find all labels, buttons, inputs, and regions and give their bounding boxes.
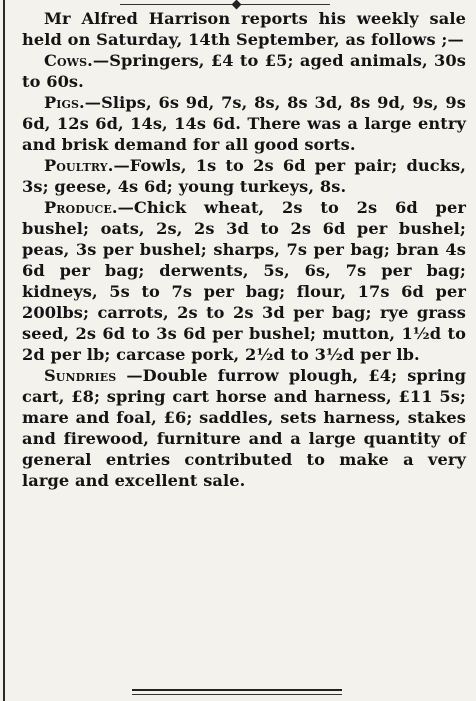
- section-produce: [22, 197, 466, 365]
- section-heading-pigs: Pigs.: [44, 93, 85, 112]
- section-heading-sundries: Sundries: [44, 366, 117, 385]
- sale-report-article: [22, 8, 466, 491]
- section-heading-cows: Cows.: [44, 51, 93, 70]
- section-pigs: [22, 92, 466, 155]
- section-cows: [22, 50, 466, 92]
- section-text-poultry: —Fowls, 1s to 2s 6d per pair; ducks, 3s; geese, 4s 6d; young turkeys, 8s.: [22, 156, 466, 196]
- column-left-rule: [3, 0, 5, 701]
- section-sundries: [22, 365, 466, 491]
- section-heading-poultry: Poultry.: [44, 156, 114, 175]
- section-text-produce: —Chick wheat, 2s to 2s 6d per bushel; oats, 2s, 2s 3d to 2s 6d per bushel; peas, 3s per bushel; sharps, 7s per bag; bran 4s 6d per bag; derwents, 5s, 6s, 7s per bag; kidneys, 5s to 7s per bag; flour, 17s 6d per 200lbs; carrots, 2s to 2s 3d per bag; rye grass seed, 2s 6d to 3s 6d per bushel; mutton, 1½d to 2d per lb; carcase pork, 2½d to 3½d per lb.: [22, 198, 466, 364]
- section-text-sundries: —Double furrow plough, £4; spring cart, £8; spring cart horse and harness, £11 5s; mare and foal, £6; saddles, sets harness, stakes and firewood, furniture and a large quantity of general entries contributed to make a very large and excellent sale.: [22, 366, 466, 490]
- section-poultry: [22, 155, 466, 197]
- section-text-pigs: —Slips, 6s 9d, 7s, 8s, 8s 3d, 8s 9d, 9s, 9s 6d, 12s 6d, 14s, 14s 6d. There was a large entry and brisk demand for all good sorts.: [22, 93, 466, 154]
- bottom-rule-thin: [132, 694, 342, 695]
- intro-paragraph: Mr Alfred Harrison reports his weekly sale held on Saturday, 14th September, as follows ;—: [22, 9, 466, 49]
- section-text-cows: —Springers, £4 to £5; aged animals, 30s to 60s.: [22, 51, 466, 91]
- bottom-rule: [132, 689, 342, 691]
- top-rule: [120, 4, 330, 5]
- section-heading-produce: Produce.: [44, 198, 118, 217]
